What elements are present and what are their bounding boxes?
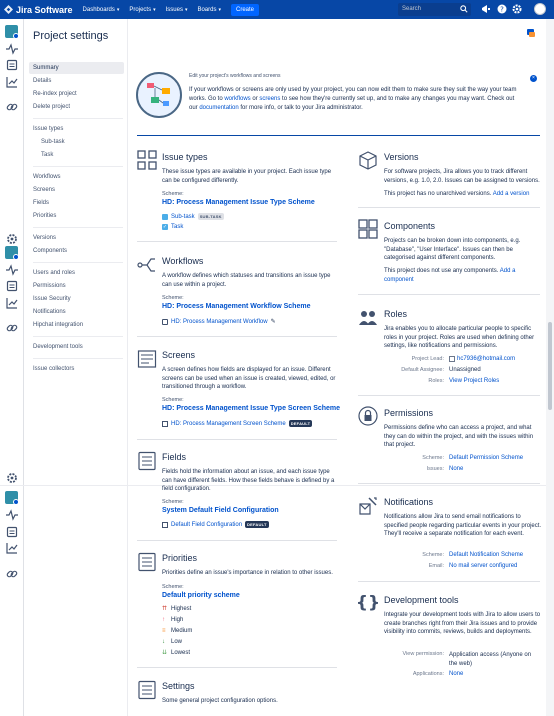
notifications-title[interactable]: Notifications bbox=[384, 497, 434, 507]
priorities-title[interactable]: Priorities bbox=[162, 553, 198, 563]
project-rail bbox=[0, 19, 24, 716]
project-lead-label: Project Lead: bbox=[411, 356, 444, 362]
sidebar-item-reindex[interactable]: Re-index project bbox=[33, 91, 77, 97]
backlog-icon[interactable] bbox=[6, 280, 18, 292]
sidebar-item-details[interactable]: Details bbox=[33, 78, 52, 84]
workflows-description: A workflow defines which statuses and transitions an issue type can use within a project. bbox=[162, 273, 331, 288]
default-badge: DEFAULT bbox=[247, 522, 267, 527]
priority-label: Low bbox=[171, 639, 183, 645]
section-divider bbox=[358, 483, 540, 484]
priority-label: Lowest bbox=[171, 650, 191, 656]
sidebar-item-development-tools[interactable]: Development tools bbox=[33, 344, 83, 350]
section-divider bbox=[358, 395, 540, 396]
priority-highest-icon: ⇈ bbox=[162, 606, 168, 612]
settings-icon bbox=[137, 680, 157, 700]
scheme-label: Scheme: bbox=[162, 397, 184, 403]
section-divider bbox=[137, 336, 337, 337]
components-title[interactable]: Components bbox=[384, 221, 436, 231]
sidebar-divider bbox=[33, 166, 123, 167]
priority-label: Medium bbox=[171, 628, 193, 634]
scrollbar-thumb[interactable] bbox=[548, 322, 552, 410]
intro-text-part: If your workflows or screens are only used by your project, you can now edit them to make sure they suit the way your team works. Go to bbox=[189, 87, 517, 102]
pencil-icon[interactable]: ✎ bbox=[270, 319, 276, 325]
backlog-icon[interactable] bbox=[6, 526, 18, 538]
priority-lowest-icon: ⇊ bbox=[162, 650, 168, 656]
workflow-row bbox=[162, 318, 276, 325]
code-braces-icon bbox=[355, 592, 381, 613]
screen-scheme-link[interactable]: HD: Process Management Issue Type Screen Scheme bbox=[162, 405, 341, 412]
intro-divider bbox=[137, 135, 540, 136]
fields-description: Fields hold the information about an issue, and each issue type can have different fields. How these fields behave is defined by a field configuration. bbox=[162, 469, 335, 492]
workflows-link[interactable]: workflows bbox=[224, 96, 251, 102]
default-assignee-label: Default Assignee: bbox=[401, 367, 444, 373]
priorities-description: Priorities define an issue's importance in relation to other issues. bbox=[162, 570, 333, 576]
link-icon[interactable] bbox=[6, 322, 18, 334]
reports-icon[interactable] bbox=[6, 297, 18, 309]
development-tools-title[interactable]: Development tools bbox=[384, 595, 459, 605]
priority-label: High bbox=[171, 617, 184, 623]
jira-logo[interactable] bbox=[4, 5, 73, 15]
priority-row bbox=[162, 650, 190, 656]
priority-row bbox=[162, 606, 191, 612]
issue-type-row bbox=[162, 213, 224, 220]
scheme-label: Scheme: bbox=[162, 584, 184, 590]
components-note-text: This project does not use any components. bbox=[384, 268, 499, 274]
chevron-down-icon: ▾ bbox=[184, 6, 188, 13]
priority-row bbox=[162, 617, 183, 623]
priority-row bbox=[162, 639, 182, 645]
issue-types-icon bbox=[137, 150, 157, 170]
issue-types-description: These issue types are available in your project. Each issue type can be configured differently. bbox=[162, 169, 332, 184]
sidebar-item-summary[interactable]: Summary bbox=[33, 65, 59, 71]
versions-note bbox=[384, 190, 544, 199]
workflow-icon bbox=[137, 255, 157, 275]
intro-text-part: to see how they're currently set up, and to make any changes you may want. Check out our bbox=[189, 96, 515, 111]
subtask-link[interactable]: Sub-task bbox=[171, 213, 195, 220]
notifications-icon bbox=[358, 496, 378, 516]
project-badge-icon bbox=[13, 254, 19, 260]
sidebar-divider bbox=[33, 118, 123, 119]
pulse-icon[interactable] bbox=[6, 509, 18, 521]
add-version-link[interactable]: Add a version bbox=[492, 191, 530, 197]
nav-dashboards-label: Dashboards bbox=[82, 6, 115, 13]
sidebar-item-users-roles[interactable]: Users and roles bbox=[33, 270, 76, 276]
nav-boards[interactable] bbox=[197, 7, 221, 13]
gear-icon[interactable] bbox=[6, 472, 18, 484]
link-icon[interactable] bbox=[6, 568, 18, 580]
chevron-down-icon: ▾ bbox=[116, 6, 120, 13]
scheme-label: Scheme: bbox=[162, 191, 184, 197]
sidebar-item-versions[interactable]: Versions bbox=[33, 235, 57, 241]
sidebar-item-components[interactable]: Components bbox=[33, 248, 68, 254]
scheme-label: Scheme: bbox=[162, 295, 184, 301]
sidebar-item-issue-collectors[interactable]: Issue collectors bbox=[33, 366, 75, 372]
workflow-scheme-link[interactable]: HD: Process Management Workflow Scheme bbox=[162, 303, 311, 310]
roles-title[interactable]: Roles bbox=[384, 309, 408, 319]
priority-low-icon: ↓ bbox=[162, 639, 165, 645]
task-link[interactable]: Task bbox=[171, 224, 184, 230]
workflow-small-icon bbox=[162, 319, 168, 325]
versions-icon bbox=[358, 150, 378, 170]
sidebar-item-permissions[interactable]: Permissions bbox=[33, 283, 66, 289]
intro-text-part: or bbox=[250, 96, 260, 102]
search-placeholder: Search bbox=[402, 6, 422, 12]
components-description: Projects can be broken down into components, e.g. "Database", "User Interface". Issues can then be categorised against different components. bbox=[384, 238, 521, 261]
fields-icon bbox=[137, 451, 157, 471]
screen-icon bbox=[137, 349, 157, 369]
priority-row bbox=[162, 628, 192, 634]
intro-text bbox=[189, 86, 519, 113]
project-badge-icon bbox=[13, 499, 19, 505]
workflows-title[interactable]: Workflows bbox=[162, 256, 204, 266]
project-lead-value bbox=[449, 356, 515, 362]
svg-text:{}: {} bbox=[355, 593, 381, 613]
sidebar-item-subtask[interactable]: Sub-task bbox=[41, 139, 65, 145]
jira-logo-icon bbox=[4, 5, 13, 14]
project-badge-icon bbox=[13, 33, 19, 39]
screen-small-icon bbox=[162, 421, 168, 427]
sidebar-divider bbox=[33, 336, 123, 337]
components-icon bbox=[358, 219, 378, 239]
view-project-roles-link[interactable]: View Project Roles bbox=[449, 378, 500, 384]
section-divider bbox=[358, 294, 540, 295]
applications-link[interactable]: None bbox=[449, 671, 464, 677]
sidebar-item-workflows[interactable]: Workflows bbox=[33, 174, 61, 180]
documentation-link[interactable]: documentation bbox=[199, 105, 239, 111]
default-badge: DEFAULT bbox=[290, 421, 311, 426]
priorities-icon bbox=[137, 552, 157, 572]
mail-server-link[interactable]: No mail server configured bbox=[449, 563, 518, 569]
sidebar-item-notifications[interactable]: Notifications bbox=[33, 309, 66, 315]
section-divider bbox=[137, 439, 337, 440]
gear-icon[interactable] bbox=[512, 4, 522, 14]
applications-label: Applications: bbox=[412, 671, 444, 677]
settings-description: Some general project configuration options. bbox=[162, 698, 278, 704]
sidebar-divider bbox=[33, 358, 123, 359]
priority-scheme-link[interactable]: Default priority scheme bbox=[162, 592, 240, 599]
nav-projects[interactable] bbox=[129, 7, 155, 13]
view-permission-label: View permission: bbox=[402, 651, 444, 657]
chevron-down-icon: ▾ bbox=[153, 6, 156, 13]
section-divider bbox=[358, 581, 540, 582]
issues-label: Issues: bbox=[426, 466, 444, 472]
feedback-icon[interactable] bbox=[526, 28, 536, 38]
section-divider bbox=[358, 207, 540, 208]
priority-high-icon: ↑ bbox=[162, 617, 165, 623]
issue-security-link[interactable]: None bbox=[449, 466, 464, 472]
chevron-down-icon: ▾ bbox=[218, 6, 221, 13]
priority-medium-icon: ≡ bbox=[162, 628, 166, 634]
close-icon[interactable]: × bbox=[530, 75, 537, 82]
issue-type-scheme-link[interactable]: HD: Process Management Issue Type Scheme bbox=[162, 199, 315, 206]
default-assignee-value: Unassigned bbox=[449, 367, 481, 373]
field-config-row bbox=[162, 521, 269, 528]
notification-scheme-link[interactable]: Default Notification Scheme bbox=[449, 552, 524, 558]
workflow-link[interactable]: HD: Process Management Workflow bbox=[171, 318, 268, 325]
roles-label: Roles: bbox=[428, 378, 444, 384]
section-divider bbox=[137, 241, 337, 242]
nav-issues[interactable] bbox=[166, 7, 188, 13]
notifications-description: Notifications allow Jira to send email notifications to specified people regarding particular events in your project. They'll receive a separate notification for each event. bbox=[384, 514, 542, 537]
sidebar-item-delete-project[interactable]: Delete project bbox=[33, 104, 71, 110]
megaphone-icon[interactable] bbox=[481, 4, 491, 14]
reports-icon[interactable] bbox=[6, 76, 18, 88]
sidebar-item-task[interactable]: Task bbox=[41, 152, 54, 158]
intro-title: Edit your project's workflows and screens bbox=[189, 73, 281, 79]
gear-icon[interactable] bbox=[6, 233, 18, 245]
sidebar-item-fields[interactable]: Fields bbox=[33, 200, 50, 206]
issue-types-title[interactable]: Issue types bbox=[162, 152, 208, 162]
screens-title[interactable]: Screens bbox=[162, 350, 196, 360]
roles-description: Jira enables you to allocate particular people to specific roles in your project. Roles are used when defining other settings, like notifications and permissions. bbox=[384, 326, 535, 349]
sidebar-item-issue-types[interactable]: Issue types bbox=[33, 126, 64, 132]
link-icon[interactable] bbox=[6, 101, 18, 113]
scheme-label: Scheme: bbox=[422, 455, 444, 461]
priority-label: Highest bbox=[171, 606, 192, 612]
field-config-icon bbox=[162, 522, 168, 528]
screen-row bbox=[162, 420, 312, 427]
pulse-icon[interactable] bbox=[6, 43, 18, 55]
backlog-icon[interactable] bbox=[6, 59, 18, 71]
section-divider bbox=[137, 540, 337, 541]
search-input[interactable] bbox=[398, 3, 471, 16]
sidebar-item-issue-security[interactable]: Issue Security bbox=[33, 296, 71, 302]
pulse-icon[interactable] bbox=[6, 264, 18, 276]
versions-description: For software projects, Jira allows you to track different versions, e.g. 1.0, 2.0. Issues can be assigned to versions. bbox=[384, 169, 540, 184]
sidebar-divider bbox=[33, 262, 123, 263]
section-divider bbox=[137, 667, 337, 668]
view-permission-value: Application access (Anyone on the web) bbox=[449, 652, 532, 667]
email-label: Email: bbox=[428, 563, 444, 569]
intro-text-part: for more info, or talk to your Jira administrator. bbox=[238, 105, 363, 111]
workflow-diagram-icon bbox=[138, 74, 180, 116]
task-icon: ✓ bbox=[162, 224, 168, 230]
add-component-link[interactable]: Add a component bbox=[384, 268, 516, 283]
sidebar-item-hipchat[interactable]: Hipchat integration bbox=[33, 322, 84, 328]
nav-boards-label: Boards bbox=[197, 6, 217, 13]
sidebar-item-priorities[interactable]: Priorities bbox=[33, 213, 57, 219]
user-avatar bbox=[449, 356, 455, 362]
user-avatar[interactable] bbox=[534, 3, 546, 15]
components-note bbox=[384, 267, 544, 284]
field-configuration-link[interactable]: Default Field Configuration bbox=[171, 521, 243, 528]
search-icon bbox=[460, 5, 468, 13]
roles-icon bbox=[358, 308, 378, 328]
project-lead-link[interactable]: hc7936@hotmail.com bbox=[457, 356, 516, 362]
nav-dashboards[interactable] bbox=[83, 7, 120, 13]
versions-title[interactable]: Versions bbox=[384, 152, 419, 162]
help-icon[interactable] bbox=[497, 4, 507, 14]
screens-description: A screen defines how fields are displayed for an issue. Different screens can be used when an issue is created, viewed, edited, or transitioned through a workflow. bbox=[162, 367, 336, 390]
nav-issues-label: Issues bbox=[165, 6, 183, 13]
scheme-label: Scheme: bbox=[422, 552, 444, 558]
permissions-description: Permissions define who can access a project, and what they can do within the project, and with the issues within that project. bbox=[384, 425, 534, 448]
sidebar-divider bbox=[33, 227, 123, 228]
nav-projects-label: Projects bbox=[129, 6, 152, 13]
create-button[interactable]: Create bbox=[231, 4, 259, 16]
page-title: Project settings bbox=[33, 30, 109, 42]
field-configuration-scheme-link[interactable]: System Default Field Configuration bbox=[162, 507, 279, 514]
app-name: Jira Software bbox=[16, 4, 73, 15]
subtask-badge: SUB-TASK bbox=[199, 214, 222, 219]
settings-title[interactable]: Settings bbox=[162, 681, 195, 691]
subtask-icon bbox=[162, 214, 168, 220]
versions-note-text: This project has no unarchived versions. bbox=[384, 191, 492, 197]
issue-type-row bbox=[162, 224, 183, 230]
screen-scheme-item-link[interactable]: HD: Process Management Screen Scheme bbox=[171, 420, 286, 427]
screens-link[interactable]: screens bbox=[259, 96, 281, 102]
reports-icon[interactable] bbox=[6, 542, 18, 554]
lock-icon bbox=[358, 406, 378, 426]
sidebar-item-screens[interactable]: Screens bbox=[33, 187, 56, 193]
svg-text:?: ? bbox=[500, 5, 504, 14]
scheme-label: Scheme: bbox=[162, 499, 184, 505]
development-tools-description: Integrate your development tools with Jira to allow users to create branches right from their Jira issues and to provide visibility into commits, reviews, builds and deployments. bbox=[384, 612, 541, 635]
workflow-illustration bbox=[136, 72, 182, 118]
permissions-title[interactable]: Permissions bbox=[384, 408, 434, 418]
fields-title[interactable]: Fields bbox=[162, 452, 187, 462]
permission-scheme-link[interactable]: Default Permission Scheme bbox=[449, 455, 524, 461]
